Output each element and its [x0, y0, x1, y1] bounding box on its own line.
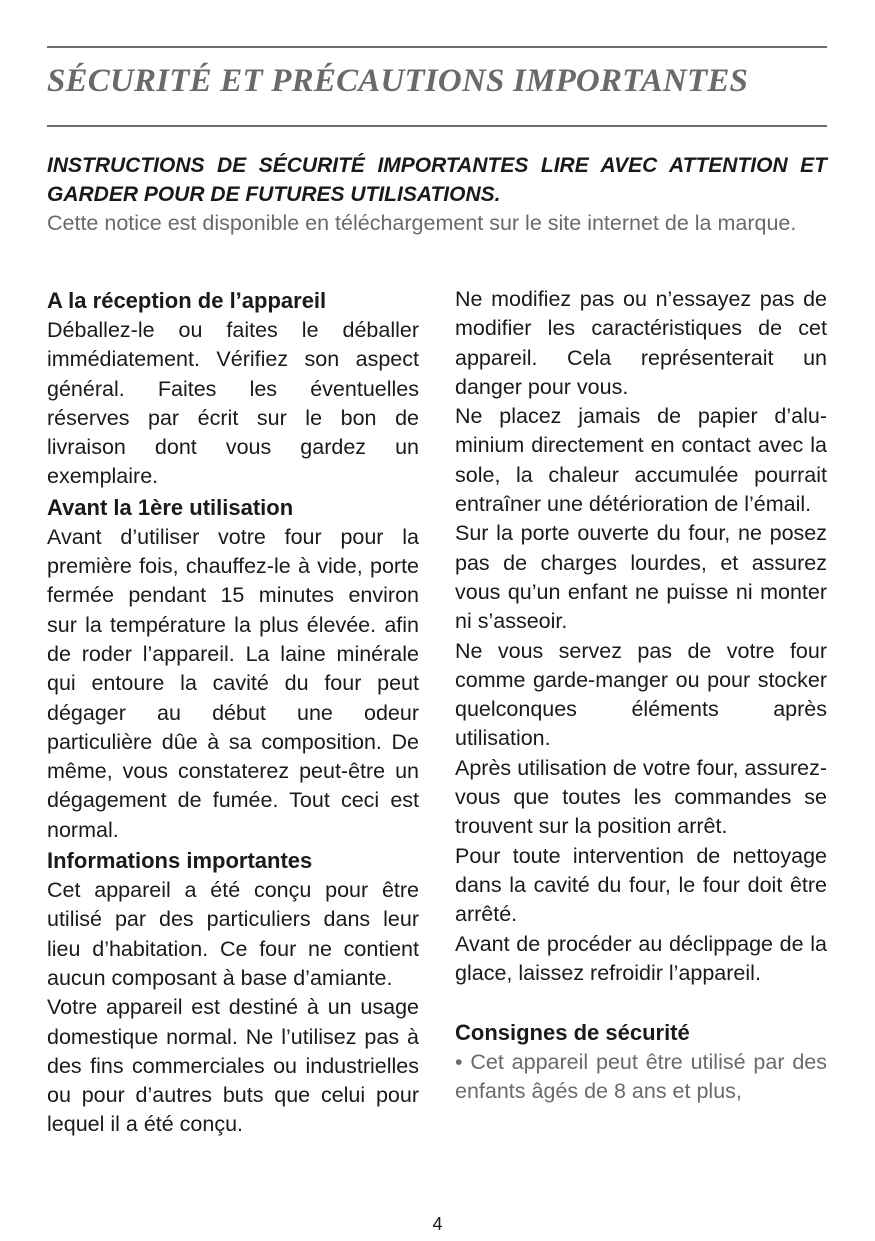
warning-paragraph: Avant de procéder au déclippage de la glace, laissez refroidir l’appareil. — [455, 931, 827, 985]
page-number: 4 — [432, 1214, 443, 1234]
left-column — [47, 285, 419, 1140]
warning-paragraph: Ne vous servez pas de votre four comme garde-manger ou pour stocker quelconques éléments après utilisation. — [455, 638, 827, 751]
title-bottom-rule — [47, 125, 827, 127]
section-spacer — [455, 988, 827, 1017]
first-use-heading: Avant la 1ère utilisation — [47, 494, 294, 520]
warning-paragraph: Ne modifiez pas ou n’essayez pas de modifier les caractéristiques de cet appareil. Cela représenterait un danger pour vous. — [455, 287, 827, 399]
safety-heading: Consignes de sécurité — [455, 1020, 690, 1046]
safety-text: • Cet appareil peut être utilisé par des enfants âgés de 8 ans et plus, — [455, 1050, 827, 1104]
reception-text: Déballez-le ou faites le déballer immédiatement. Vérifiez son aspect général. Faites les éventuelles réserves par écrit sur le bon de livraison dont vous gardez un exemplaire. — [47, 318, 419, 489]
warning-paragraph: Sur la porte ouverte du four, ne posez pas de charges lourdes, et assurez vous qu’un enfant ne puisse ni monter ni s’asseoir. — [455, 521, 827, 634]
intro-note: Cette notice est disponible en téléchargement sur le site internet de la marque. — [47, 211, 797, 235]
important-info-paragraph-2: Votre appareil est destiné à un usage domestique normal. Ne l’utilisez pas à des fins commerciales ou industrielles ou pour d’autres buts que celui pour lequel il a été conçu. — [47, 995, 419, 1137]
warning-paragraph: Ne placez jamais de papier d’aluminium directement en contact avec la sole, la chaleur accumulée pourrait entraîner une détérioration de l’émail. — [455, 404, 827, 517]
first-use-text: Avant d’utiliser votre four pour la première fois, chauffez-le à vide, porte fermée pendant 15 minutes environ sur la température la plus élevée. afin de roder l’appareil. La laine minérale qui entoure la cavité du four peut dégager au début une odeur particulière dûe à sa composition. De même, vous constaterez peut-être un dégagement de fumée. Tout ceci est normal. — [47, 524, 419, 842]
warning-paragraph: Pour toute intervention de nettoyage dans la cavité du four, le four doit être arrêté. — [455, 843, 827, 927]
reception-heading: A la réception de l’appareil — [47, 288, 327, 313]
top-rule — [47, 46, 827, 48]
important-info-paragraph-1: Cet appareil a été conçu pour être utilisé par des particuliers dans leur lieu d’habitation. Ce four ne contient aucun composant à base d’amiante. — [47, 878, 419, 990]
intro-section — [47, 151, 827, 239]
important-info-heading: Informations importantes — [47, 848, 313, 874]
right-column — [455, 285, 827, 1107]
intro-heading: INSTRUCTIONS DE SÉCURITÉ IMPORTANTES LIRE AVEC ATTENTION ET GARDER POUR DE FUTURES UTILISATIONS. — [47, 154, 827, 206]
warning-paragraph: Après utilisation de votre four, assurez-vous que toutes les commandes se trouvent sur la position arrêt. — [455, 755, 827, 839]
page-title: SÉCURITÉ ET PRÉCAUTIONS IMPORTANTES — [47, 63, 749, 99]
